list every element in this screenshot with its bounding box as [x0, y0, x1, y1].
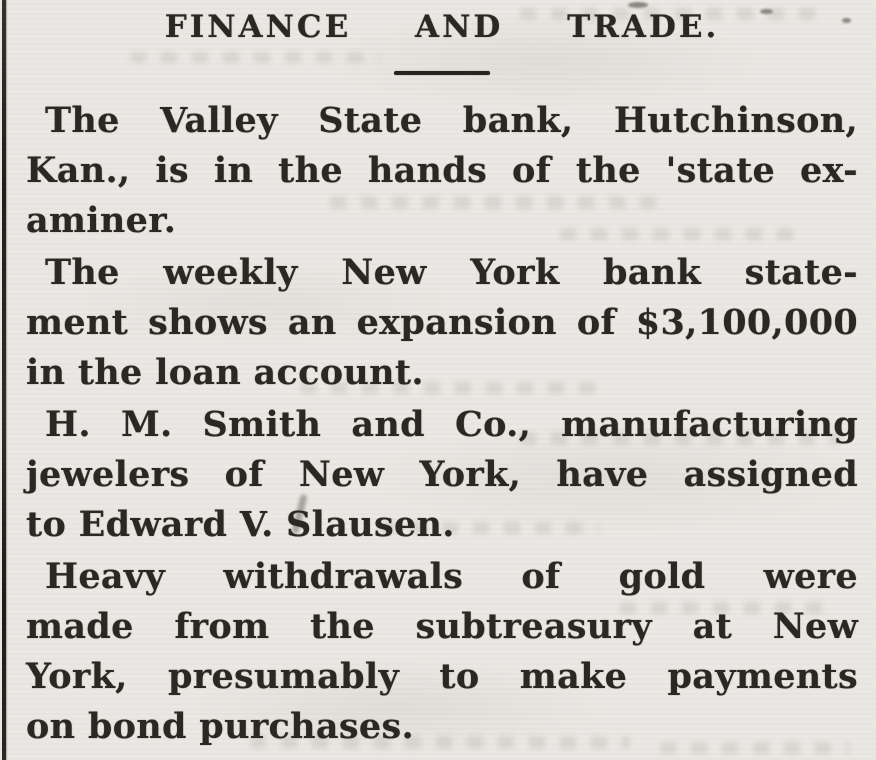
article-line: Heavy withdrawals of gold were: [45, 556, 858, 597]
column-rule: [2, 0, 6, 760]
article-line: The Valley State bank, Hutchinson,: [45, 100, 858, 141]
article-line: aminer.: [26, 200, 177, 241]
article-title: FINANCE AND TRADE.: [164, 9, 720, 45]
article-paragraph: [26, 400, 858, 550]
article-line: The weekly New York bank state-: [45, 252, 858, 293]
article-paragraph: [26, 552, 858, 752]
article-line: jewelers of New York, have assigned: [26, 454, 858, 495]
article-line: H. M. Smith and Co., manufacturing: [45, 404, 858, 445]
article-line: to Edward V. Slausen.: [26, 504, 455, 545]
article-body: [26, 96, 858, 754]
article-line: in the loan account.: [26, 352, 424, 393]
article-header: [26, 8, 858, 75]
article-line: Kan., is in the hands of the 'state ex-: [26, 150, 858, 191]
article-line: made from the subtreasury at New: [26, 606, 858, 647]
article-line: ment shows an expansion of $3,100,000: [26, 302, 858, 343]
article-paragraph: [26, 248, 858, 398]
article-paragraph: [26, 96, 858, 246]
article-line: on bond purchases.: [26, 706, 414, 747]
article-line: York, presumably to make payments: [26, 656, 858, 697]
title-divider-rule: [394, 71, 490, 75]
